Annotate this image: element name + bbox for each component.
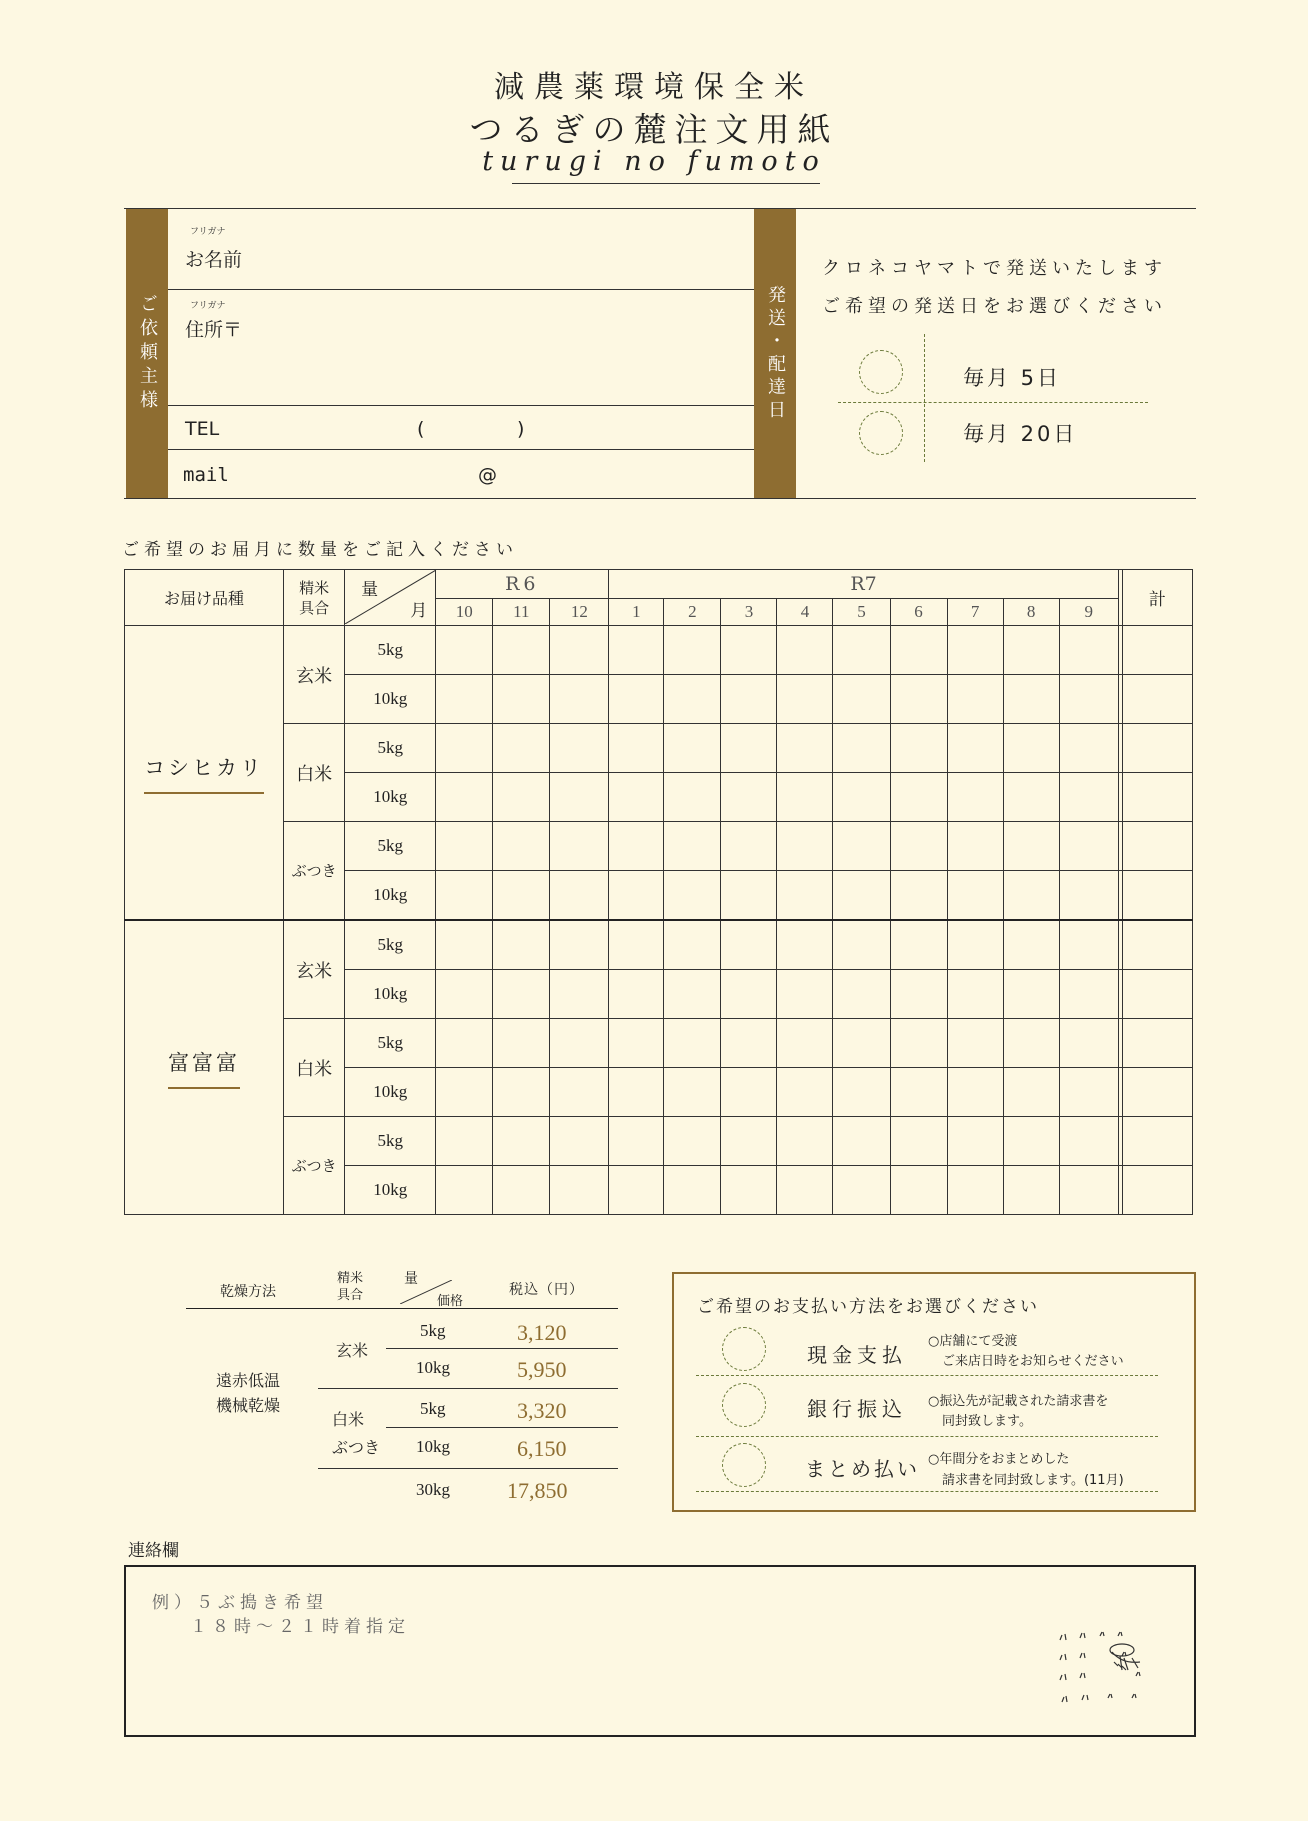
quantity-cell[interactable] [947, 1019, 1003, 1068]
month-header: 3 [721, 599, 777, 626]
quantity-cell[interactable] [777, 1019, 833, 1068]
size-cell: 10kg [345, 1166, 436, 1215]
size-cell: 5kg [345, 920, 436, 970]
month-header: 5 [833, 599, 890, 626]
month-header: 1 [609, 599, 664, 626]
quantity-cell[interactable] [833, 920, 890, 970]
quantity-cell[interactable] [664, 1166, 721, 1215]
title-romaji: turugi no fumoto [482, 146, 826, 177]
quantity-cell[interactable] [1003, 626, 1059, 675]
title-underline [512, 183, 820, 184]
quantity-cell[interactable] [609, 724, 664, 773]
price-header-tax: 税込（円） [509, 1282, 584, 1298]
quantity-cell[interactable] [550, 1068, 609, 1117]
quantity-cell[interactable] [493, 1117, 550, 1166]
payment-circle-annual[interactable] [722, 1443, 766, 1487]
quantity-cell[interactable] [833, 970, 890, 1019]
quantity-cell[interactable] [833, 1166, 890, 1215]
payment-label-annual: まとめ払い [805, 1457, 920, 1481]
price-rule [386, 1348, 618, 1349]
quantity-cell[interactable] [947, 871, 1003, 921]
size-cell: 10kg [345, 970, 436, 1019]
table-row [125, 1019, 1193, 1068]
furigana-address: フリガナ [190, 301, 226, 311]
quantity-cell[interactable] [1059, 1117, 1118, 1166]
quantity-cell[interactable] [664, 724, 721, 773]
total-cell[interactable] [1122, 675, 1192, 724]
quantity-cell[interactable] [833, 724, 890, 773]
quantity-cell[interactable] [833, 773, 890, 822]
quantity-cell[interactable] [1059, 822, 1118, 871]
select-circle-20th[interactable] [859, 411, 903, 455]
quantity-cell[interactable] [550, 724, 609, 773]
quantity-cell[interactable] [436, 724, 493, 773]
size-cell: 10kg [345, 871, 436, 921]
month-header: 9 [1059, 599, 1118, 626]
polish-cell: 白米 [284, 1019, 345, 1117]
quantity-cell[interactable] [1059, 724, 1118, 773]
furigana-name: フリガナ [190, 227, 226, 237]
header-total: 計 [1122, 570, 1192, 626]
quantity-cell[interactable] [609, 626, 664, 675]
payment-note: ○振込先が記載された請求書を [928, 1394, 1109, 1409]
total-cell[interactable] [1122, 1166, 1192, 1215]
payment-divider [696, 1436, 1158, 1437]
drying-method: 遠赤低温 機械乾燥 [216, 1371, 281, 1415]
price-value: 6,150 [517, 1436, 567, 1461]
quantity-cell[interactable] [1059, 626, 1118, 675]
table-row [125, 1117, 1193, 1166]
month-header: 12 [550, 599, 609, 626]
quantity-cell[interactable] [436, 1117, 493, 1166]
quantity-cell[interactable] [947, 822, 1003, 871]
payment-title: ご希望のお支払い方法をお選びください [697, 1297, 1039, 1317]
variety-cell [125, 920, 284, 1215]
quantity-cell[interactable] [721, 822, 777, 871]
payment-label-cash: 現金支払 [807, 1343, 907, 1367]
quantity-cell[interactable] [721, 920, 777, 970]
quantity-cell[interactable] [1003, 1068, 1059, 1117]
quantity-cell[interactable] [1003, 675, 1059, 724]
tel-paren-open: ( [417, 418, 425, 440]
quantity-cell[interactable] [436, 1166, 493, 1215]
order-table [124, 569, 1193, 1215]
quantity-cell[interactable] [947, 675, 1003, 724]
mail-at: @ [478, 464, 497, 486]
quantity-cell[interactable] [436, 675, 493, 724]
quantity-cell[interactable] [947, 920, 1003, 970]
payment-note: 請求書を同封致します。(11月) [942, 1473, 1124, 1488]
era-r6: R6 [436, 570, 609, 599]
quantity-cell[interactable] [550, 1019, 609, 1068]
select-circle-5th[interactable] [859, 350, 903, 394]
total-cell[interactable] [1122, 1019, 1192, 1068]
name-label: お名前 [185, 249, 243, 271]
header-qty-month [345, 570, 436, 626]
quantity-cell[interactable] [664, 822, 721, 871]
quantity-cell[interactable] [664, 970, 721, 1019]
quantity-cell[interactable] [721, 970, 777, 1019]
polish-cell: ぶつき [284, 1117, 345, 1215]
quantity-cell[interactable] [493, 1068, 550, 1117]
quantity-cell[interactable] [833, 626, 890, 675]
total-cell[interactable] [1122, 970, 1192, 1019]
delivery-dash-horizontal [838, 402, 1148, 403]
quantity-cell[interactable] [1003, 1117, 1059, 1166]
quantity-cell[interactable] [1059, 1068, 1118, 1117]
order-instruction: ご希望のお届月に数量をご記入ください [122, 540, 518, 560]
table-row [125, 822, 1193, 871]
total-cell[interactable] [1122, 773, 1192, 822]
quantity-cell[interactable] [833, 822, 890, 871]
price-hakumai-butsuki: 白米 ぶつき [332, 1410, 381, 1457]
quantity-cell[interactable] [833, 1117, 890, 1166]
price-header-drying: 乾燥方法 [220, 1284, 276, 1300]
size-cell: 5kg [345, 1117, 436, 1166]
quantity-cell[interactable] [1059, 675, 1118, 724]
price-value: 5,950 [517, 1357, 567, 1382]
price-genmai: 玄米 [336, 1341, 369, 1360]
header-variety: お届け品種 [125, 570, 284, 626]
quantity-cell[interactable] [721, 1019, 777, 1068]
quantity-cell[interactable] [777, 626, 833, 675]
delivery-option-20th: 毎月 20日 [963, 422, 1078, 446]
quantity-cell[interactable] [1059, 970, 1118, 1019]
price-rule [318, 1468, 618, 1469]
quantity-cell[interactable] [436, 1068, 493, 1117]
quantity-cell[interactable] [436, 1019, 493, 1068]
block-top-border [124, 208, 1196, 209]
quantity-cell[interactable] [947, 626, 1003, 675]
requester-side-label: ご依頼主様 [126, 209, 168, 498]
quantity-cell[interactable] [777, 724, 833, 773]
quantity-cell[interactable] [721, 1068, 777, 1117]
farmer-illustration [1052, 1622, 1162, 1714]
payment-note: 同封致します。 [942, 1414, 1032, 1429]
tel-label: TEL [185, 418, 220, 440]
quantity-cell[interactable] [890, 1117, 947, 1166]
quantity-cell[interactable] [721, 871, 777, 921]
size-cell: 5kg [345, 822, 436, 871]
quantity-cell[interactable] [777, 1117, 833, 1166]
quantity-cell[interactable] [436, 970, 493, 1019]
size-cell: 5kg [345, 724, 436, 773]
quantity-cell[interactable] [947, 773, 1003, 822]
size-cell: 5kg [345, 1019, 436, 1068]
quantity-cell[interactable] [721, 773, 777, 822]
divider [168, 449, 754, 450]
quantity-cell[interactable] [1003, 724, 1059, 773]
quantity-cell[interactable] [1003, 871, 1059, 921]
quantity-cell[interactable] [777, 871, 833, 921]
quantity-cell[interactable] [890, 1068, 947, 1117]
payment-label-bank: 銀行振込 [807, 1397, 907, 1421]
notes-example2: １８時～２１時着指定 [190, 1617, 410, 1637]
total-cell[interactable] [1122, 1068, 1192, 1117]
quantity-cell[interactable] [890, 970, 947, 1019]
quantity-cell[interactable] [493, 675, 550, 724]
month-header: 7 [947, 599, 1003, 626]
quantity-cell[interactable] [1059, 871, 1118, 921]
quantity-cell[interactable] [550, 822, 609, 871]
size-cell: 10kg [345, 1068, 436, 1117]
quantity-cell[interactable] [1003, 1166, 1059, 1215]
quantity-cell[interactable] [609, 871, 664, 921]
quantity-cell[interactable] [833, 675, 890, 724]
quantity-cell[interactable] [1003, 773, 1059, 822]
tel-paren-close: ) [517, 418, 525, 440]
delivery-side-label: 発送・配達日 [754, 209, 796, 498]
quantity-cell[interactable] [1003, 970, 1059, 1019]
quantity-cell[interactable] [493, 626, 550, 675]
table-row [125, 626, 1193, 675]
tel-field[interactable] [240, 410, 750, 446]
payment-circle-bank[interactable] [722, 1383, 766, 1427]
quantity-cell[interactable] [721, 675, 777, 724]
quantity-cell[interactable] [664, 920, 721, 970]
divider [168, 405, 754, 406]
variety-name: 富富富 [168, 1047, 240, 1089]
quantity-cell[interactable] [550, 626, 609, 675]
quantity-cell[interactable] [550, 773, 609, 822]
quantity-cell[interactable] [550, 1117, 609, 1166]
quantity-cell[interactable] [436, 920, 493, 970]
quantity-cell[interactable] [777, 773, 833, 822]
delivery-line1: クロネコヤマトで発送いたします [822, 258, 1167, 279]
table-row [125, 920, 1193, 970]
payment-note: ○店舗にて受渡 [928, 1334, 1018, 1349]
quantity-cell[interactable] [777, 970, 833, 1019]
price-size: 10kg [416, 1437, 450, 1456]
price-header-price: 価格 [437, 1294, 464, 1309]
quantity-cell[interactable] [493, 773, 550, 822]
price-rule [318, 1388, 618, 1389]
quantity-cell[interactable] [1059, 773, 1118, 822]
quantity-cell[interactable] [777, 822, 833, 871]
quantity-cell[interactable] [609, 675, 664, 724]
notes-label: 連絡欄 [128, 1541, 179, 1561]
quantity-cell[interactable] [664, 1117, 721, 1166]
price-value: 3,120 [517, 1320, 567, 1345]
quantity-cell[interactable] [947, 970, 1003, 1019]
quantity-cell[interactable] [609, 1068, 664, 1117]
quantity-cell[interactable] [493, 970, 550, 1019]
quantity-cell[interactable] [890, 675, 947, 724]
payment-divider [696, 1491, 1158, 1492]
price-header-qty: 量 [404, 1271, 418, 1287]
month-header: 10 [436, 599, 493, 626]
quantity-cell[interactable] [609, 773, 664, 822]
quantity-cell[interactable] [947, 724, 1003, 773]
quantity-cell[interactable] [833, 1068, 890, 1117]
variety-cell [125, 626, 284, 921]
polish-cell: ぶつき [284, 822, 345, 921]
name-field[interactable] [300, 232, 750, 282]
quantity-cell[interactable] [550, 970, 609, 1019]
quantity-cell[interactable] [777, 675, 833, 724]
quantity-cell[interactable] [609, 1019, 664, 1068]
quantity-cell[interactable] [664, 1019, 721, 1068]
quantity-cell[interactable] [890, 920, 947, 970]
quantity-cell[interactable] [721, 1117, 777, 1166]
quantity-cell[interactable] [947, 1068, 1003, 1117]
quantity-cell[interactable] [493, 822, 550, 871]
quantity-cell[interactable] [609, 822, 664, 871]
quantity-cell[interactable] [436, 871, 493, 921]
quantity-cell[interactable] [721, 626, 777, 675]
quantity-cell[interactable] [890, 1166, 947, 1215]
quantity-cell[interactable] [664, 1068, 721, 1117]
header-qty: 量 [361, 580, 379, 600]
quantity-cell[interactable] [777, 920, 833, 970]
quantity-cell[interactable] [493, 871, 550, 921]
address-field[interactable] [260, 300, 750, 400]
quantity-cell[interactable] [550, 871, 609, 921]
quantity-cell[interactable] [550, 1166, 609, 1215]
era-r7: R7 [609, 570, 1118, 599]
quantity-cell[interactable] [777, 1068, 833, 1117]
quantity-cell[interactable] [609, 1117, 664, 1166]
price-size: 5kg [420, 1399, 446, 1418]
total-cell[interactable] [1122, 822, 1192, 871]
size-cell: 10kg [345, 773, 436, 822]
total-cell[interactable] [1122, 724, 1192, 773]
quantity-cell[interactable] [664, 773, 721, 822]
quantity-cell[interactable] [609, 920, 664, 970]
quantity-cell[interactable] [890, 724, 947, 773]
price-size: 10kg [416, 1358, 450, 1377]
quantity-cell[interactable] [664, 871, 721, 921]
quantity-cell[interactable] [436, 822, 493, 871]
quantity-cell[interactable] [1003, 920, 1059, 970]
quantity-cell[interactable] [833, 1019, 890, 1068]
quantity-cell[interactable] [493, 920, 550, 970]
quantity-cell[interactable] [493, 1166, 550, 1215]
quantity-cell[interactable] [947, 1166, 1003, 1215]
header-polish: 精米 具合 [284, 570, 345, 626]
quantity-cell[interactable] [664, 626, 721, 675]
total-cell[interactable] [1122, 626, 1192, 675]
quantity-cell[interactable] [890, 626, 947, 675]
month-header: 4 [777, 599, 833, 626]
price-size: 30kg [416, 1480, 450, 1499]
price-size: 5kg [420, 1321, 446, 1340]
page-title: つるぎの麓注文用紙 [469, 110, 839, 149]
quantity-cell[interactable] [609, 1166, 664, 1215]
quantity-cell[interactable] [1003, 1019, 1059, 1068]
quantity-cell[interactable] [1059, 1166, 1118, 1215]
payment-circle-cash[interactable] [722, 1327, 766, 1371]
price-value: 3,320 [517, 1398, 567, 1423]
quantity-cell[interactable] [550, 920, 609, 970]
total-cell[interactable] [1122, 920, 1192, 970]
month-header: 8 [1003, 599, 1059, 626]
payment-note: ○年間分をおまとめした [928, 1452, 1070, 1467]
polish-cell: 玄米 [284, 920, 345, 1019]
mail-label: mail [183, 464, 229, 486]
delivery-line2: ご希望の発送日をお選びください [822, 296, 1167, 317]
quantity-cell[interactable] [550, 675, 609, 724]
quantity-cell[interactable] [436, 773, 493, 822]
address-label: 住所〒 [185, 319, 243, 341]
quantity-cell[interactable] [890, 822, 947, 871]
quantity-cell[interactable] [947, 1117, 1003, 1166]
price-rule [386, 1427, 618, 1428]
price-header-rule [186, 1308, 618, 1309]
total-cell[interactable] [1122, 1117, 1192, 1166]
polish-cell: 白米 [284, 724, 345, 822]
quantity-cell[interactable] [1003, 822, 1059, 871]
month-header: 6 [890, 599, 947, 626]
total-cell[interactable] [1122, 871, 1192, 921]
month-header: 11 [493, 599, 550, 626]
quantity-cell[interactable] [493, 724, 550, 773]
quantity-cell[interactable] [890, 773, 947, 822]
quantity-cell[interactable] [721, 724, 777, 773]
title-subtitle: 減農薬環境保全米 [494, 70, 814, 105]
quantity-cell[interactable] [609, 970, 664, 1019]
variety-name: コシヒカリ [144, 752, 264, 794]
quantity-cell[interactable] [890, 871, 947, 921]
delivery-option-5th: 毎月 5日 [963, 366, 1062, 390]
month-header: 2 [664, 599, 721, 626]
size-cell: 5kg [345, 626, 436, 675]
mail-field[interactable] [240, 455, 750, 493]
delivery-dash-vertical [924, 334, 925, 462]
table-row [125, 724, 1193, 773]
payment-note: ご来店日時をお知らせください [942, 1354, 1124, 1369]
quantity-cell[interactable] [777, 1166, 833, 1215]
size-cell: 10kg [345, 675, 436, 724]
quantity-cell[interactable] [493, 1019, 550, 1068]
quantity-cell[interactable] [1059, 920, 1118, 970]
quantity-cell[interactable] [721, 1166, 777, 1215]
quantity-cell[interactable] [436, 626, 493, 675]
divider [168, 289, 754, 290]
polish-cell: 玄米 [284, 626, 345, 724]
block-bottom-border [124, 498, 1196, 499]
quantity-cell[interactable] [664, 675, 721, 724]
quantity-cell[interactable] [890, 1019, 947, 1068]
header-month: 月 [410, 601, 428, 621]
quantity-cell[interactable] [1059, 1019, 1118, 1068]
price-header-polish: 精米 具合 [337, 1271, 364, 1303]
quantity-cell[interactable] [833, 871, 890, 921]
price-value: 17,850 [507, 1478, 568, 1503]
payment-divider [696, 1375, 1158, 1376]
notes-example1: 例）５ぶ搗き希望 [152, 1593, 328, 1613]
